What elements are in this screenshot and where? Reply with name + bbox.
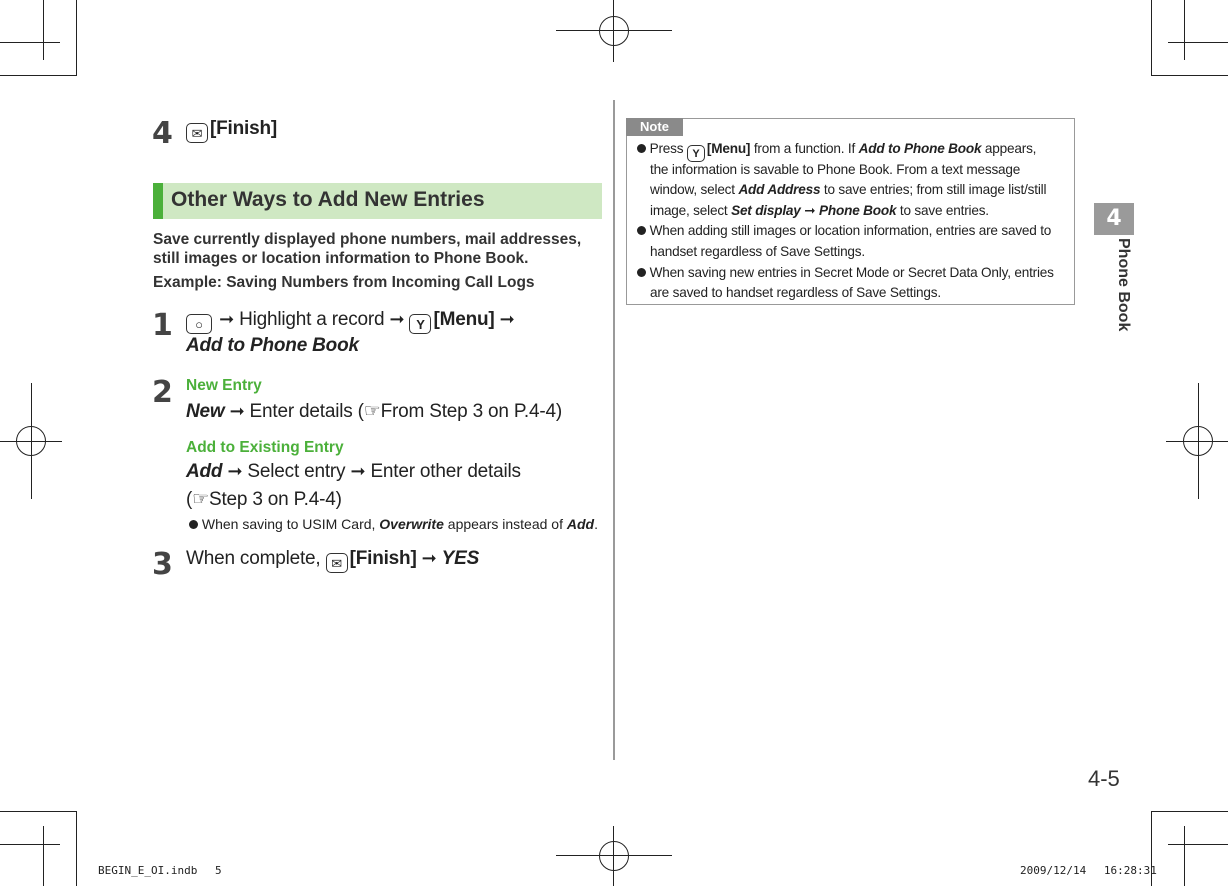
note-label: Note: [626, 118, 683, 136]
note-box: [626, 118, 1075, 305]
mail-key-icon: ✉: [186, 123, 208, 143]
usim-bullet: [189, 516, 598, 532]
add-address-label: Add Address: [738, 182, 821, 197]
arrow-icon: ➞: [499, 309, 515, 329]
yes-label: YES: [441, 548, 480, 569]
section-header: [153, 183, 602, 219]
reference-icon: ☞: [192, 489, 209, 510]
arrow-icon: ➞: [350, 461, 366, 481]
add-to-phone-book-label: Add to Phone Book: [186, 335, 359, 356]
note-bullet-3-line-1: [637, 265, 1054, 280]
chapter-title: Phone Book: [1115, 238, 1132, 332]
enter-other-details-text: Enter other details: [370, 461, 521, 482]
note-text: from a function. If: [750, 141, 859, 156]
step-number: 4: [152, 116, 173, 151]
bullet-text: .: [594, 516, 598, 532]
chapter-tab: [1094, 203, 1134, 235]
yahoo-key-icon: Y: [409, 314, 431, 334]
menu-label: [Menu]: [706, 141, 751, 156]
arrow-icon: ➞: [229, 401, 245, 421]
step-number: 3: [152, 547, 173, 582]
note-text: window, select: [650, 182, 739, 197]
phone-book-label: Phone Book: [819, 203, 897, 218]
arrow-icon: ➞: [219, 309, 234, 329]
intro-example: Example: Saving Numbers from Incoming Call Logs: [153, 274, 535, 291]
column-divider: [613, 100, 615, 760]
arrow-icon: ➞: [227, 461, 243, 481]
add-existing-heading: Add to Existing Entry: [186, 439, 344, 456]
note-bullet-1-line-4: [650, 203, 989, 219]
new-entry-text: Enter details (: [249, 401, 364, 422]
note-bullet-1-line-1: [637, 141, 1036, 162]
footer-file-slug: BEGIN_E_OI.indb 5: [98, 864, 222, 877]
select-entry-text: Select entry: [247, 461, 346, 482]
note-bullet-1-line-3: [650, 182, 1046, 197]
new-entry-instruction: [186, 400, 562, 423]
section-header-bar: [153, 183, 163, 219]
note-text: When adding still images or location information, entries are saved to: [649, 223, 1052, 238]
note-bullet-3-line-2: are saved to handset regardless of Save Settings.: [650, 285, 941, 300]
bullet-icon: [637, 268, 646, 277]
step1-instruction: [186, 309, 515, 334]
add-command: Add: [186, 461, 223, 482]
add-to-phone-book-label: Add to Phone Book: [858, 141, 982, 156]
bullet-text: When saving to USIM Card,: [201, 516, 380, 532]
reference-text: Step 3 on P.4-4): [208, 489, 342, 510]
set-display-label: Set display: [731, 203, 801, 218]
bullet-icon: [637, 226, 646, 235]
note-text: appears,: [981, 141, 1037, 156]
overwrite-label: Overwrite: [379, 516, 444, 532]
note-text: to save entries; from still image list/still: [820, 182, 1047, 197]
finish-label: [Finish]: [210, 118, 277, 139]
arrow-icon: ➞: [421, 548, 437, 568]
add-existing-instruction: [186, 461, 521, 483]
step3-instruction: [186, 548, 479, 573]
chapter-number: 4: [1106, 206, 1122, 231]
note-bullet-1-line-2: the information is savable to Phone Book. From a text message: [650, 162, 1021, 177]
new-entry-heading: New Entry: [186, 377, 262, 394]
section-title: Other Ways to Add New Entries: [171, 188, 485, 211]
note-text: image, select: [650, 203, 732, 218]
note-text: to save entries.: [896, 203, 989, 218]
bullet-text: appears instead of: [443, 516, 567, 532]
arrow-icon: ➞: [804, 203, 816, 218]
menu-label: [Menu]: [433, 309, 495, 330]
note-bullet-2-line-1: [637, 223, 1051, 238]
add-existing-reference: [186, 488, 342, 511]
mail-key-icon: ✉: [326, 553, 348, 573]
intro-line-1: Save currently displayed phone numbers, mail addresses,: [153, 231, 582, 248]
reference-icon: ☞: [363, 401, 381, 422]
arrow-icon: ➞: [389, 309, 405, 329]
circle-key-icon: ○: [186, 314, 212, 334]
note-text: Press: [649, 141, 687, 156]
new-entry-reference: From Step 3 on P.4-4): [380, 401, 562, 422]
new-command: New: [186, 401, 225, 422]
step-number: 2: [152, 375, 173, 410]
paren-open: (: [186, 489, 193, 510]
step1-text: Highlight a record: [239, 309, 385, 330]
bullet-icon: [637, 144, 646, 153]
footer-timestamp: 2009/12/14 16:28:31: [1020, 864, 1157, 877]
add-label: Add: [566, 516, 595, 532]
intro-line-2: still images or location information to Phone Book.: [153, 250, 529, 267]
step4-instruction: [186, 118, 277, 143]
note-text: When saving new entries in Secret Mode or Secret Data Only, entries: [649, 265, 1054, 280]
finish-label: [Finish]: [349, 548, 417, 569]
page-number: 4-5: [1088, 766, 1120, 791]
note-bullet-2-line-2: handset regardless of Save Settings.: [650, 244, 865, 259]
bullet-icon: [189, 520, 198, 529]
step3-text: When complete,: [186, 548, 326, 569]
yahoo-key-icon: Y: [687, 145, 705, 162]
step-number: 1: [152, 308, 173, 343]
